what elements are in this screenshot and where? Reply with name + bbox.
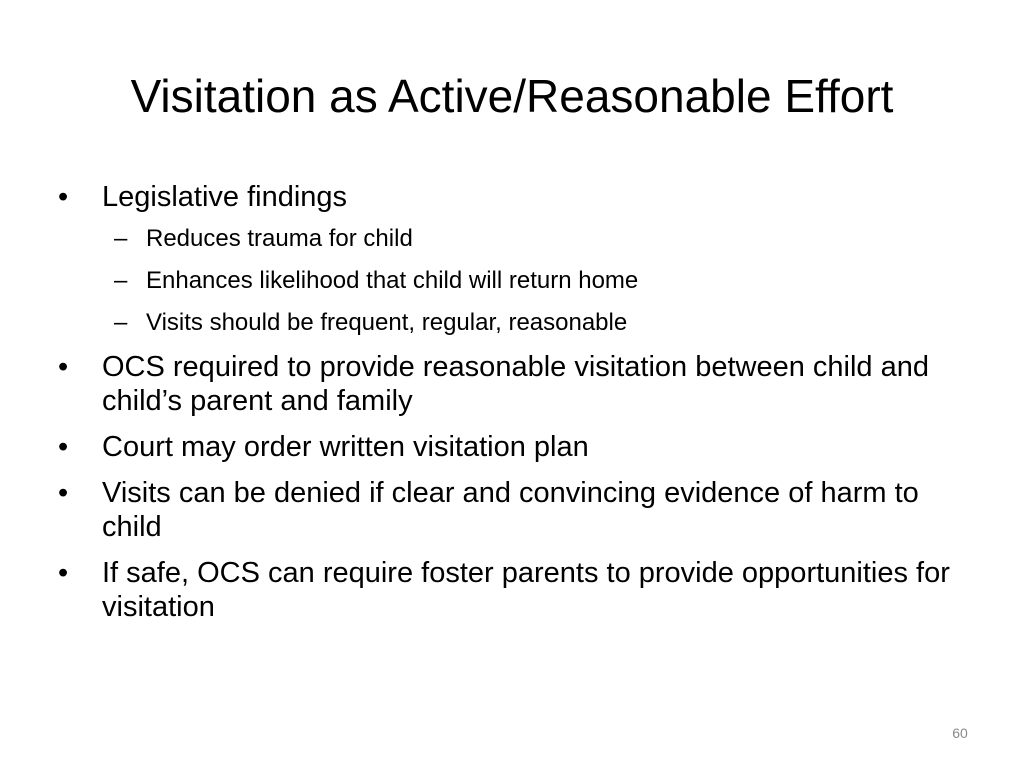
bullet-marker: •: [58, 351, 69, 383]
bullet-marker: •: [58, 181, 69, 213]
bullet-marker: •: [58, 477, 69, 509]
bullet-item: [56, 430, 976, 464]
sub-bullet-text: Enhances likelihood that child will return home: [146, 267, 639, 294]
slide-title: Visitation as Active/Reasonable Effort: [130, 70, 894, 122]
bullet-marker: •: [58, 557, 69, 589]
sub-bullet-item: [56, 308, 976, 338]
bullet-text: Visits can be denied if clear and convincing evidence of harm to child: [102, 477, 919, 543]
bullet-item: [56, 556, 976, 624]
sub-bullet-text: Visits should be frequent, regular, reasonable: [146, 309, 628, 336]
sub-bullet-item: [56, 266, 976, 296]
bullet-item: [56, 350, 976, 418]
bullet-list: [56, 180, 976, 624]
bullet-text: OCS required to provide reasonable visitation between child and child’s parent and family: [102, 351, 929, 417]
bullet-item: [56, 476, 976, 544]
bullet-text: Legislative findings: [102, 181, 348, 213]
sub-bullet-item: [56, 224, 976, 254]
bullet-marker: •: [58, 431, 69, 463]
page-number: 60: [952, 725, 968, 741]
bullet-text: Court may order written visitation plan: [102, 431, 589, 463]
dash-marker: –: [114, 267, 128, 294]
sub-bullet-text: Reduces trauma for child: [146, 225, 413, 252]
dash-marker: –: [114, 309, 128, 336]
bullet-item: [56, 180, 976, 214]
bullet-text: If safe, OCS can require foster parents to provide opportunities for visitation: [102, 557, 950, 623]
dash-marker: –: [114, 225, 128, 252]
